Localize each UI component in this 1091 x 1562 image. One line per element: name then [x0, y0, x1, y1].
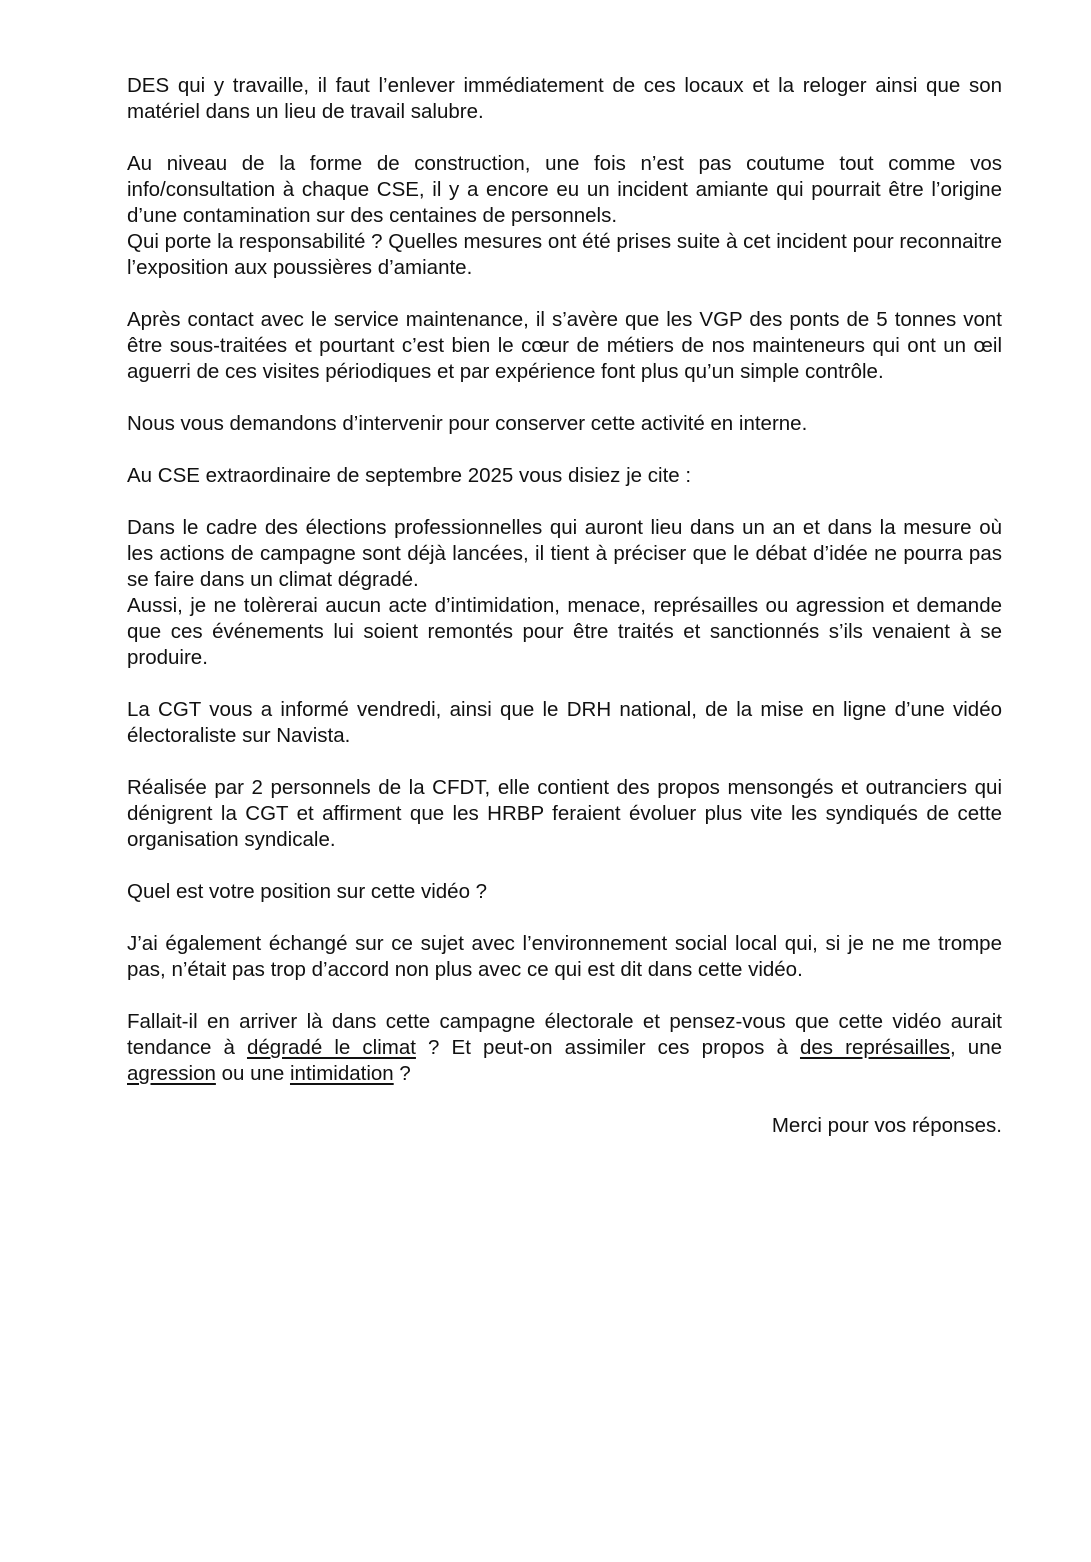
paragraph-cse-quote-intro: Au CSE extraordinaire de septembre 2025 vous disiez je cite : [127, 464, 692, 487]
paragraph-final-question [127, 1009, 1002, 1087]
paragraph-cgt-video-info: La CGT vous a informé vendredi, ainsi que le DRH national, de la mise en ligne d’une vidéo électoraliste sur Navista. [127, 698, 1002, 747]
paragraph-cfdt-video: Réalisée par 2 personnels de la CFDT, elle contient des propos mensongés et outranciers qui dénigrent la CGT et affirment que les HRBP feraient évoluer plus vite les syndiqués de cette organisation syndicale. [127, 776, 1002, 851]
paragraph-asbestos-incident: Au niveau de la forme de construction, une fois n’est pas coutume tout comme vos info/consultation à chaque CSE, il y a encore eu un incident amiante qui pourrait être l’origine d’une contamination sur des centaines de personnels. [127, 152, 1002, 227]
underlined-aggression: agression [127, 1062, 216, 1085]
final-question-text-2: ? Et peut-on assimiler ces propos à [415, 1036, 800, 1059]
final-question-text-3: , une [949, 1036, 1002, 1059]
closing-thanks: Merci pour vos réponses. [771, 1114, 1002, 1137]
underlined-reprisals: des représailles [799, 1036, 950, 1059]
paragraph-quote-intimidation: Aussi, je ne tolèrerai aucun acte d’intimidation, menace, représailles ou agression et demande que ces événements lui soient remontés pour être traités et sanctionnés s’ils venaient à se produire. [127, 594, 1002, 669]
paragraph-relocation: DES qui y travaille, il faut l’enlever immédiatement de ces locaux et la reloger ainsi que son matériel dans un lieu de travail salubre. [127, 74, 1002, 123]
paragraph-maintenance-subcontracting: Après contact avec le service maintenance, il s’avère que les VGP des ponts de 5 tonnes vont être sous-traitées et pourtant c’est bien le cœur de métiers de nos mainteneurs qui ont un œil aguerri de ces visites périodiques et par expérience font plus qu’un simple contrôle. [127, 308, 1002, 383]
final-question-text-5: ? [393, 1062, 411, 1085]
paragraph-keep-activity-internal: Nous vous demandons d’intervenir pour conserver cette activité en interne. [127, 412, 808, 435]
final-question-text-1: Fallait-il en arriver là dans cette campagne électorale et pensez-vous que cette vidéo aurait tendance à [127, 1010, 1002, 1059]
paragraph-position-question: Quel est votre position sur cette vidéo ? [127, 880, 488, 903]
final-question-text-4: ou une [215, 1062, 290, 1085]
underlined-degraded-climate: dégradé le climat [246, 1036, 416, 1059]
paragraph-responsibility-question: Qui porte la responsabilité ? Quelles mesures ont été prises suite à cet incident pour reconnaitre l’exposition aux poussières d’amiante. [127, 230, 1002, 279]
letter-body [127, 73, 1002, 1165]
paragraph-quote-elections: Dans le cadre des élections professionnelles qui auront lieu dans un an et dans la mesure où les actions de campagne sont déjà lancées, il tient à préciser que le débat d’idée ne pourra pas se faire dans un climat dégradé. [127, 516, 1002, 591]
paragraph-social-environment: J’ai également échangé sur ce sujet avec l’environnement social local qui, si je ne me trompe pas, n’était pas trop d’accord non plus avec ce qui est dit dans cette vidéo. [127, 932, 1002, 981]
underlined-intimidation: intimidation [289, 1062, 394, 1085]
